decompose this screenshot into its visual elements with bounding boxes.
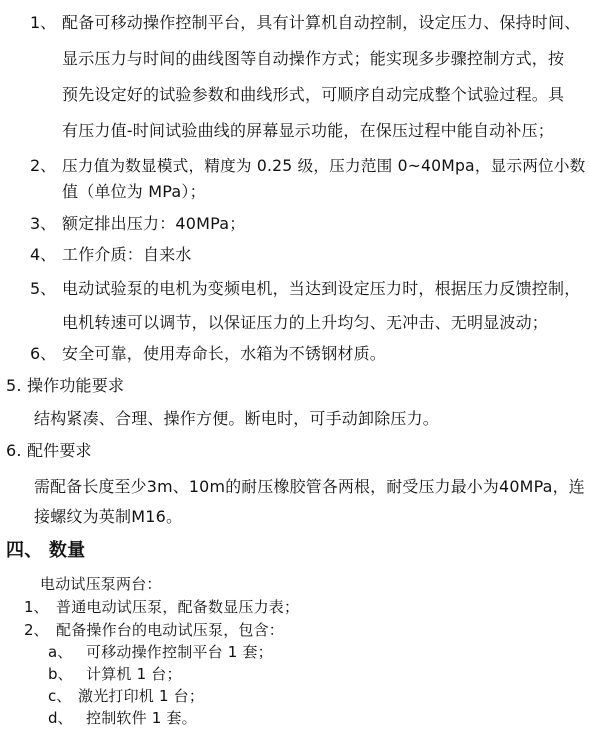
section-4-heading: 四、 数量 <box>6 540 86 561</box>
sub-item-d-text: 控制软件 1 套。 <box>86 709 197 727</box>
section-4-item-2-text: 配备操作台的电动试压泵，包含： <box>56 621 285 639</box>
item-4-text: 工作介质：自来水 <box>62 245 192 264</box>
item-1-number: 1、 <box>30 13 57 32</box>
item-1-line-2: 显示压力与时间的曲线图等自动操作方式；能实现多步骤控制方式，按 <box>62 49 565 68</box>
item-3-text: 额定排出压力：40MPa； <box>62 214 246 233</box>
sub-item-d-number: d、 <box>48 709 73 727</box>
item-3-number: 3、 <box>30 214 57 233</box>
section-4-item-1-number: 1、 <box>24 598 49 616</box>
section-4-item-1-text: 普通电动试压泵，配备数显压力表； <box>56 598 300 616</box>
section-5-body: 结构紧凑、合理、操作方便。断电时，可手动卸除压力。 <box>34 409 440 428</box>
item-5-line-2: 电机转速可以调节，以保证压力的上升均匀、无冲击、无明显波动； <box>62 313 549 332</box>
item-1-line-1: 配备可移动操作控制平台，具有计算机自动控制，设定压力、保持时间、 <box>62 13 581 32</box>
section-6-body-line-2: 接螺纹为英制M16。 <box>34 507 183 526</box>
sub-item-a-number: a、 <box>48 643 73 661</box>
sub-item-b-number: b、 <box>48 665 73 683</box>
item-6-number: 6、 <box>30 344 57 363</box>
item-5-number: 5、 <box>30 279 57 298</box>
sub-item-c-text: 激光打印机 1 台； <box>78 687 205 705</box>
item-2-number: 2、 <box>30 156 57 175</box>
sub-item-a-text: 可移动操作控制平台 1 套； <box>86 643 273 661</box>
item-1-line-3: 预先设定好的试验参数和曲线形式，可顺序自动完成整个试验过程。具 <box>62 85 565 104</box>
section-5-heading: 5. 操作功能要求 <box>6 376 125 395</box>
section-6-heading: 6. 配件要求 <box>6 441 92 460</box>
item-5-line-1: 电动试验泵的电机为变频电机，当达到设定压力时，根据压力反馈控制， <box>62 279 581 298</box>
section-4-intro: 电动试压泵两台： <box>40 575 162 593</box>
item-6-text: 安全可靠，使用寿命长，水箱为不锈钢材质。 <box>62 344 387 363</box>
section-4-item-2-number: 2、 <box>24 621 49 639</box>
item-2-line-1: 压力值为数显模式，精度为 0.25 级，压力范围 0~40Mpa，显示两位小数 <box>62 157 586 175</box>
section-6-body-line-1: 需配备长度至少3m、10m的耐压橡胶管各两根，耐受压力最小为40MPa，连 <box>34 477 585 496</box>
item-4-number: 4、 <box>30 245 57 264</box>
item-2-line-2: 值（单位为 MPa）； <box>62 182 206 201</box>
sub-item-c-number: c、 <box>48 687 72 705</box>
item-1-line-4: 有压力值-时间试验曲线的屏幕显示功能，在保压过程中能自动补压； <box>62 121 554 140</box>
sub-item-b-text: 计算机 1 台； <box>86 665 182 683</box>
